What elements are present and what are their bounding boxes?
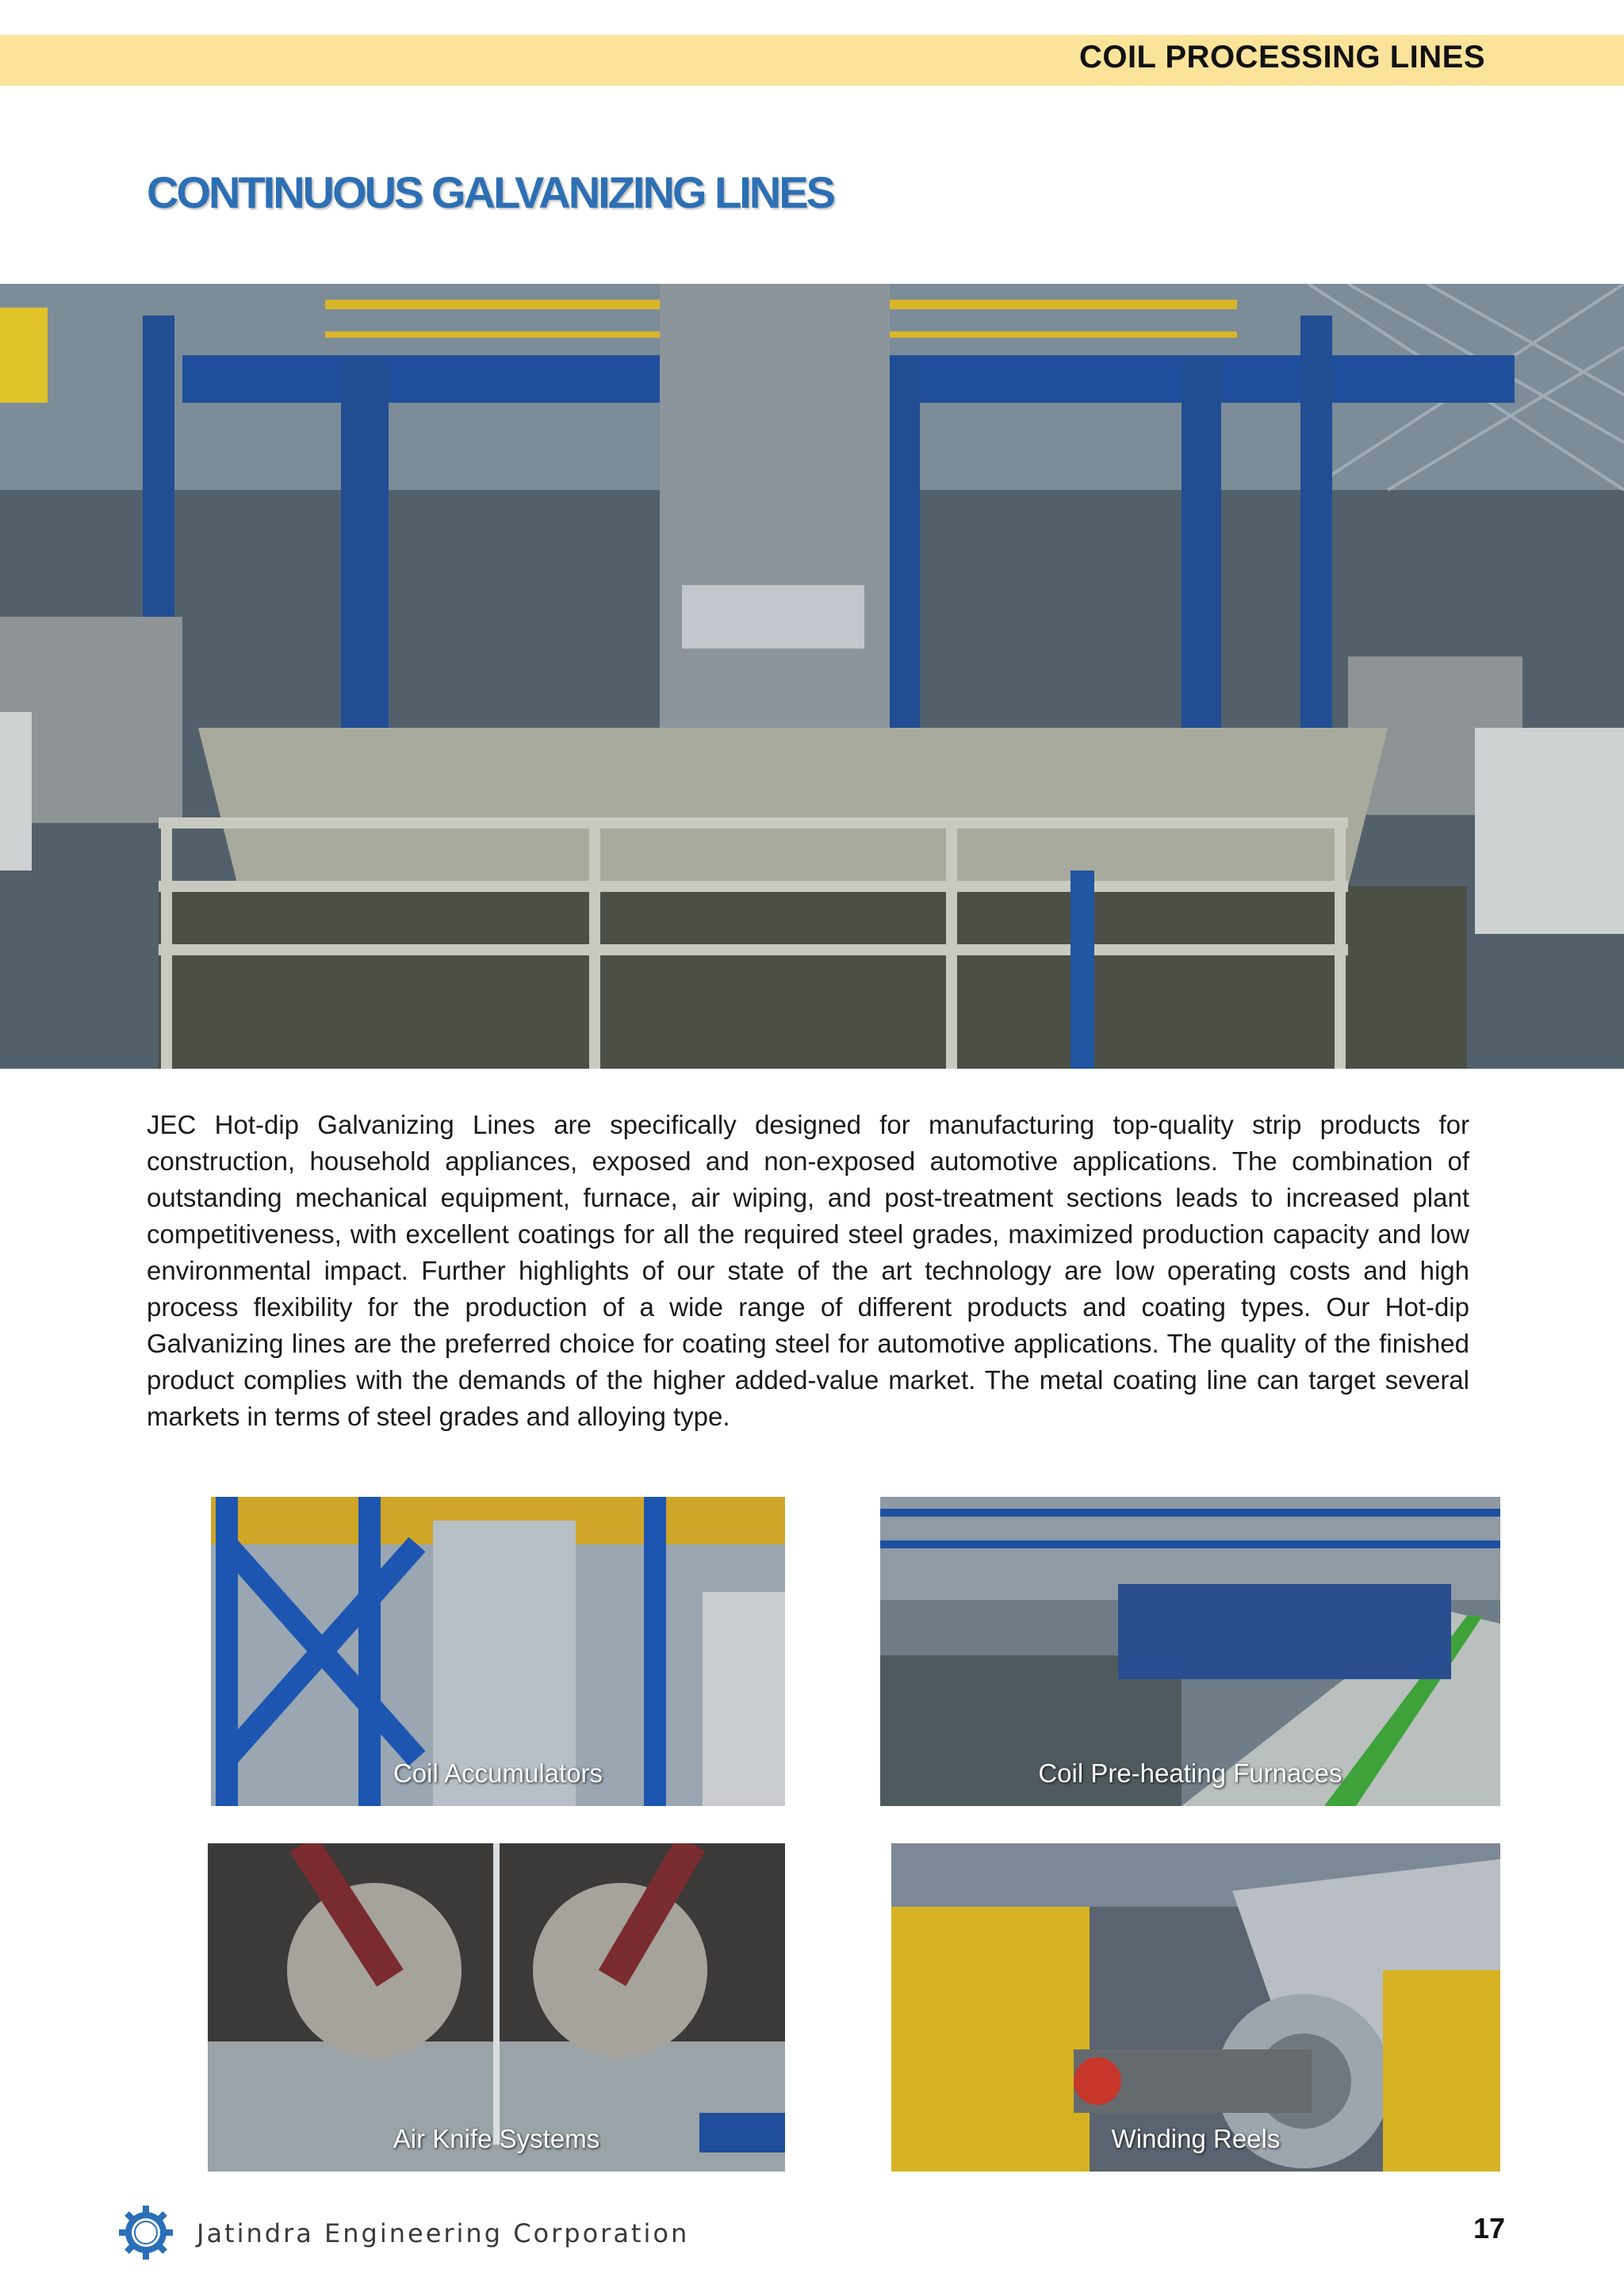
hero-photo bbox=[0, 284, 1624, 1069]
caption-winding-reels: Winding Reels bbox=[1111, 2124, 1281, 2153]
footer-company-name: Jatindra Engineering Corporation bbox=[197, 2218, 690, 2248]
section-label: COIL PROCESSING LINES bbox=[1078, 40, 1485, 75]
photo-coil-preheating-furnaces bbox=[880, 1497, 1500, 1806]
caption-coil-preheating-furnaces: Coil Pre-heating Furnaces bbox=[1038, 1758, 1342, 1788]
photo-coil-accumulators bbox=[211, 1497, 785, 1806]
photo-air-knife-systems bbox=[208, 1843, 785, 2172]
page-number: 17 bbox=[1473, 2212, 1505, 2244]
caption-air-knife-systems: Air Knife Systems bbox=[393, 2124, 600, 2153]
hero-illustration bbox=[0, 284, 1624, 1069]
page-title: CONTINUOUS GALVANIZING LINES bbox=[147, 167, 833, 217]
gear-logo-icon bbox=[117, 2204, 174, 2261]
caption-coil-accumulators: Coil Accumulators bbox=[393, 1758, 603, 1788]
air-knife-illustration bbox=[208, 1843, 785, 2172]
photo-winding-reels bbox=[891, 1843, 1500, 2172]
winding-reels-illustration bbox=[891, 1843, 1500, 2172]
body-paragraph: JEC Hot-dip Galvanizing Lines are specifically designed for manufacturing top-quality strip products for construction, household appliances, exposed and non-exposed automotive applications. The combination of outstanding mechanical equipment, furnace, air wiping, and post-treatment sections leads to increased plant competitiveness, with excellent coatings for all the required steel grades, maximized production capacity and low environmental impact. Further highlights of our state of the art technology are low operating costs and high process flexibility for the production of a wide range of different products and coating types. Our Hot-dip Galvanizing lines are the preferred choice for coating steel for automotive applications. The quality of the finished product complies with the demands of the higher added-value market. The metal coating line can target several markets in terms of steel grades and alloying type. bbox=[147, 1110, 1469, 1431]
